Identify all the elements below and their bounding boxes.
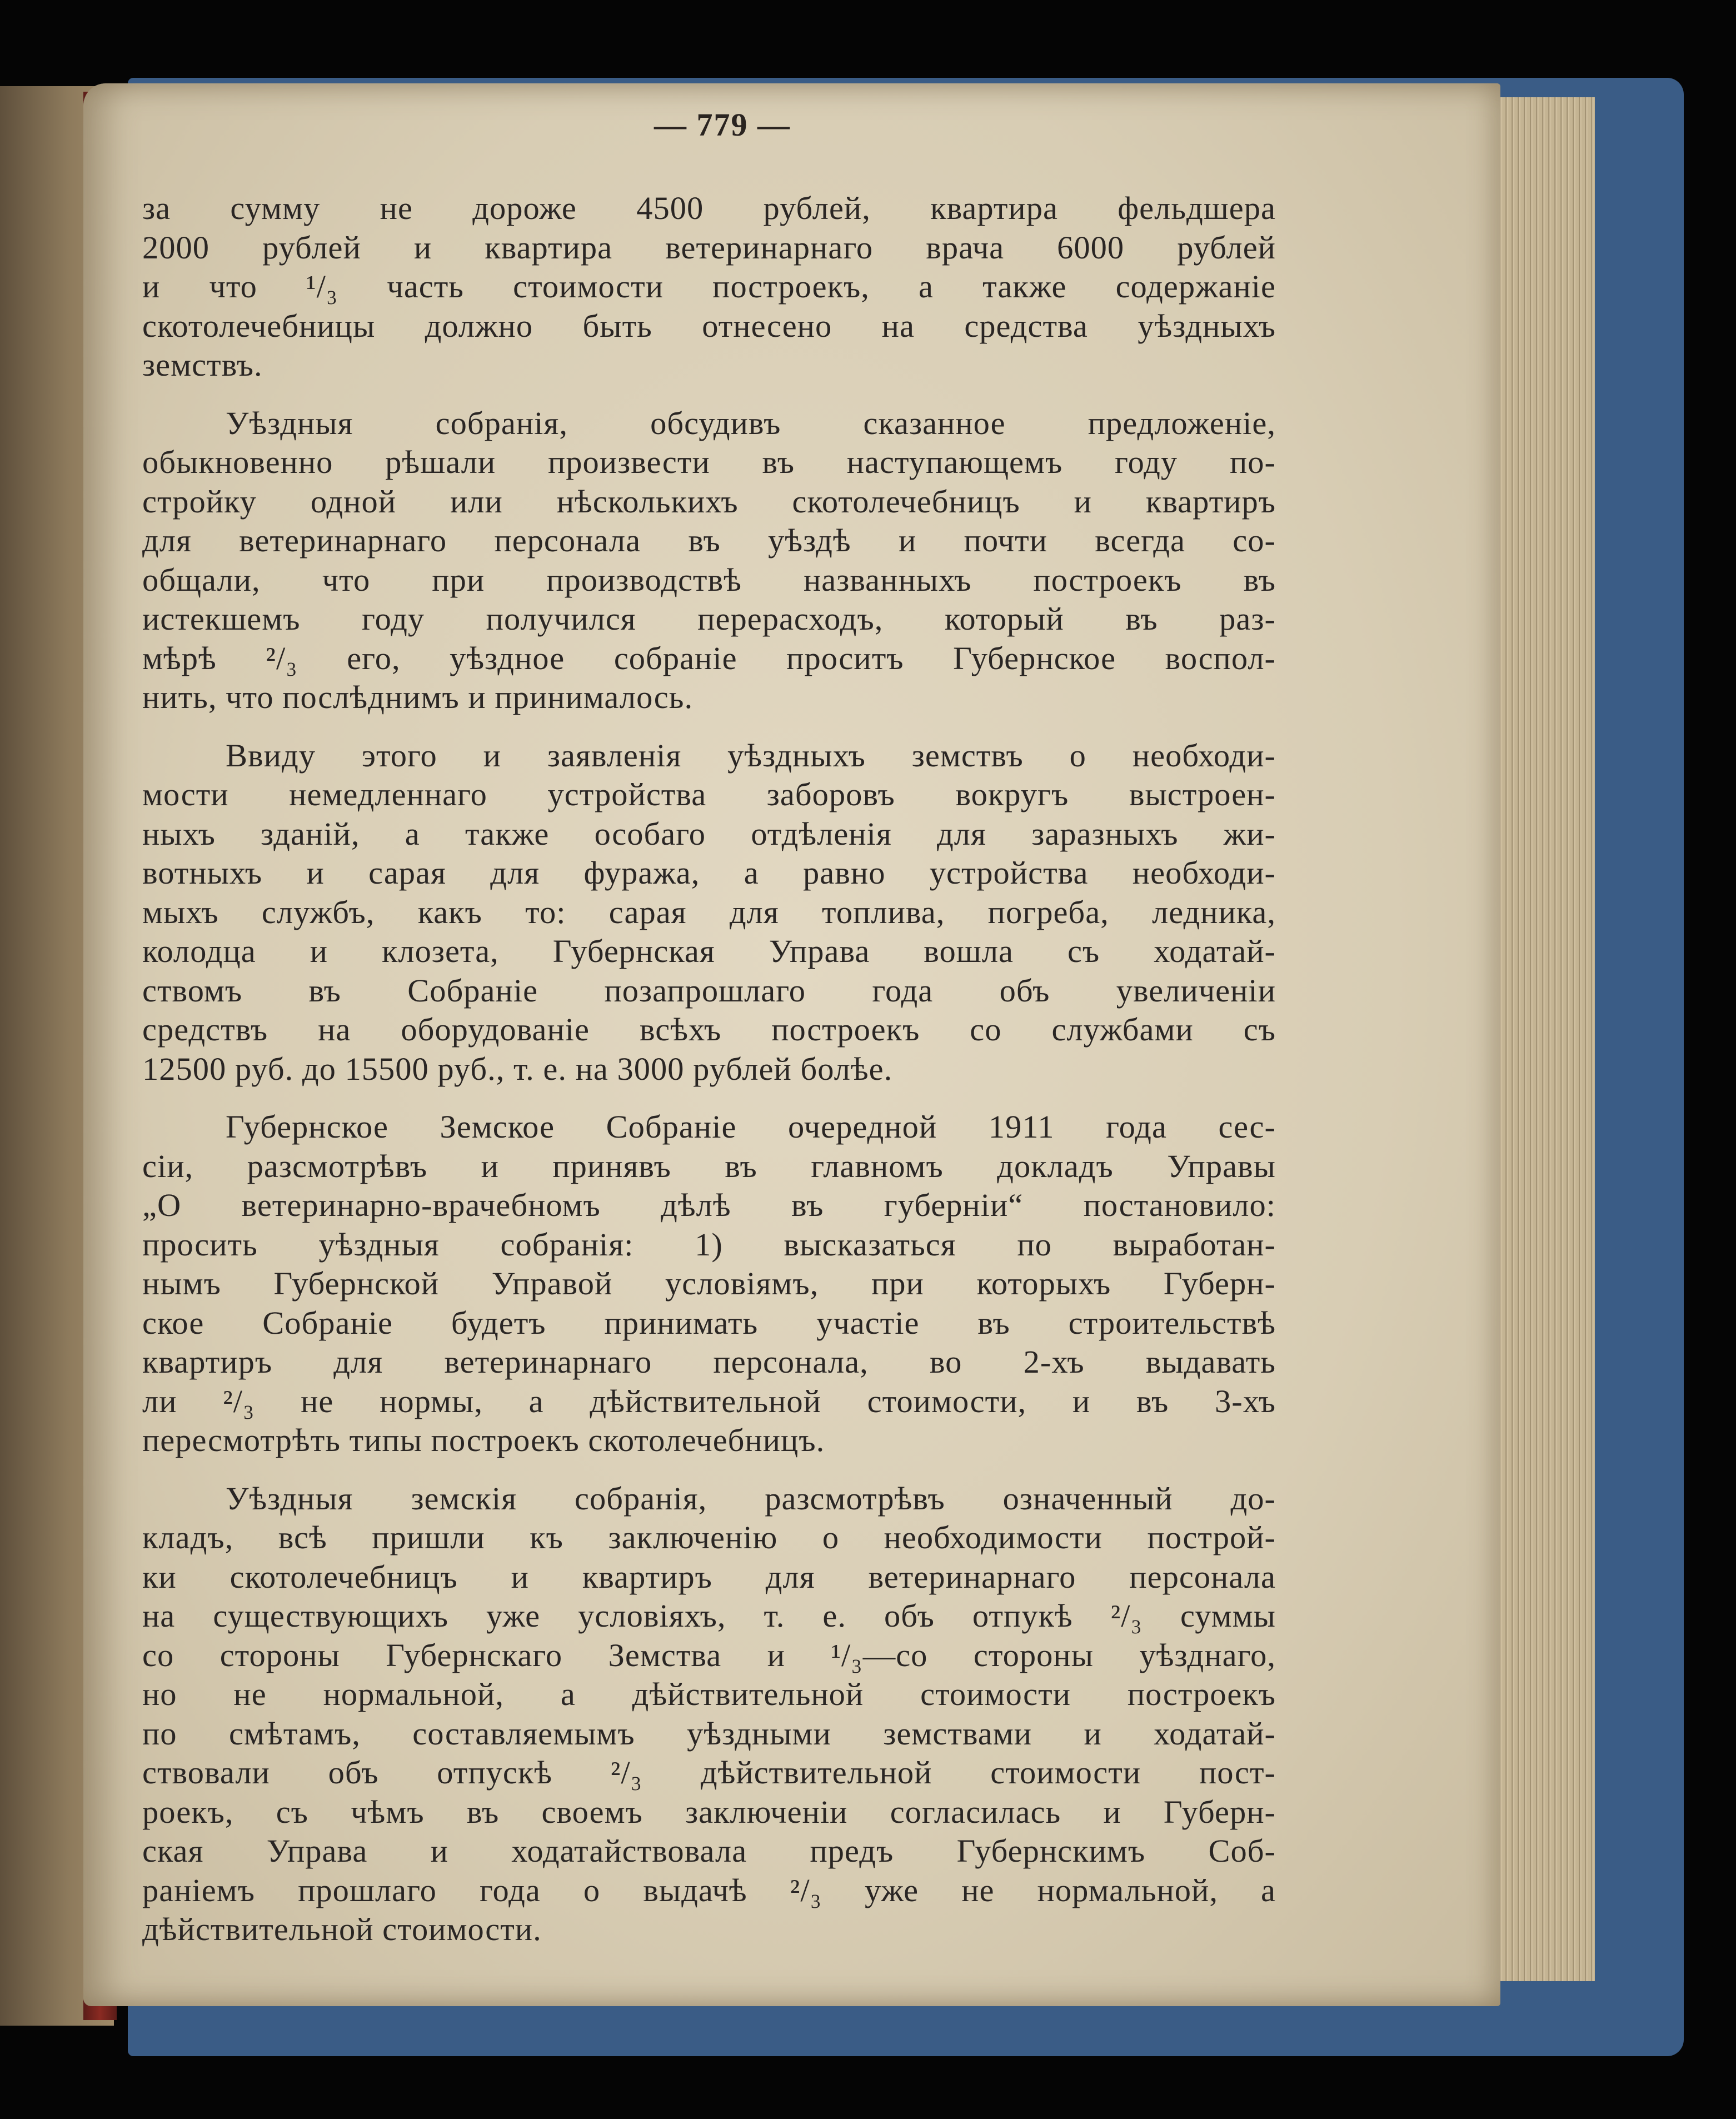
text-line: Губернское Земское Собраніе очередной 1911 года сес-: [226, 1109, 1276, 1145]
text-line: мѣрѣ ²/₃ его, уѣздное собраніе проситъ Губернское воспол-: [142, 640, 1276, 676]
paragraph: [142, 189, 1276, 385]
text-line: ское Собраніе будетъ принимать участіе въ строительствѣ: [142, 1304, 1276, 1341]
text-line: по смѣтамъ, составляемымъ уѣздными земствами и ходатай-: [142, 1715, 1276, 1752]
text-line: нымъ Губернской Управой условіямъ, при которыхъ Губерн-: [142, 1265, 1276, 1302]
text-line: средствъ на оборудованіе всѣхъ построекъ со службами съ: [142, 1011, 1276, 1048]
text-line: Ввиду этого и заявленія уѣздныхъ земствъ о необходи-: [226, 737, 1276, 774]
text-line: ствовали объ отпускѣ ²/₃ дѣйствительной стоимости пост-: [142, 1754, 1276, 1791]
page-number: — 779 —: [654, 107, 791, 143]
text-line: мыхъ службъ, какъ то: сарая для топлива, погреба, ледника,: [142, 894, 1276, 930]
text-line: просить уѣздныя собранія: 1) высказаться по выработан-: [142, 1226, 1276, 1263]
text-line: общали, что при производствѣ названныхъ построекъ въ: [142, 561, 1276, 598]
text-line: стройку одной или нѣсколькихъ скотолечебницъ и квартиръ: [142, 483, 1276, 520]
paragraph: [142, 1108, 1276, 1460]
paragraph: [142, 736, 1276, 1089]
text-line: 12500 руб. до 15500 руб., т. е. на 3000 рублей болѣе.: [142, 1050, 893, 1087]
text-line: квартиръ для ветеринарнаго персонала, во 2-хъ выдавать: [142, 1344, 1276, 1380]
text-line: дѣйствительной стоимости.: [142, 1911, 542, 1947]
text-line: на существующихъ уже условіяхъ, т. е. объ отпукѣ ²/₃ суммы: [142, 1598, 1276, 1634]
text-line: колодца и клозета, Губернская Управа вошла съ ходатай-: [142, 933, 1276, 969]
text-line: ствомъ въ Собраніе позапрошлаго года объ увеличеніи: [142, 972, 1276, 1009]
text-line: вотныхъ и сарая для фуража, а равно устройства необходи-: [142, 855, 1276, 891]
text-line: сіи, разсмотрѣвъ и принявъ въ главномъ докладъ Управы: [142, 1148, 1276, 1184]
body-text: [142, 189, 1276, 1968]
text-line: Уѣздныя собранія, обсудивъ сказанное предложеніе,: [226, 405, 1276, 441]
text-line: ли ²/₃ не нормы, а дѣйствительной стоимости, и въ 3-хъ: [142, 1383, 1276, 1419]
text-line: но не нормальной, а дѣйствительной стоимости построекъ: [142, 1676, 1276, 1712]
text-line: нить, что послѣднимъ и принималось.: [142, 679, 694, 715]
text-line: пересмотрѣть типы построекъ скотолечебницъ.: [142, 1422, 825, 1458]
text-line: Уѣздныя земскія собранія, разсмотрѣвъ означенный до-: [226, 1480, 1276, 1517]
text-line: обыкновенно рѣшали произвести въ наступающемъ году по-: [142, 444, 1276, 480]
text-line: истекшемъ году получился перерасходъ, который въ раз-: [142, 601, 1276, 637]
text-line: за сумму не дороже 4500 рублей, квартира фельдшера: [142, 190, 1276, 226]
text-line: ская Управа и ходатайствовала предъ Губернскимъ Соб-: [142, 1833, 1276, 1869]
text-line: кладъ, всѣ пришли къ заключенію о необходимости построй-: [142, 1519, 1276, 1555]
text-line: ки скотолечебницъ и квартиръ для ветеринарнаго персонала: [142, 1558, 1276, 1595]
text-line: и что ¹/₃ часть стоимости построекъ, а также содержаніе: [142, 268, 1276, 305]
text-line: 2000 рублей и квартира ветеринарнаго врача 6000 рублей: [142, 229, 1276, 266]
text-line: раніемъ прошлаго года о выдачѣ ²/₃ уже не нормальной, а: [142, 1872, 1276, 1908]
text-line: земствъ.: [142, 347, 263, 383]
text-line: со стороны Губернскаго Земства и ¹/₃—со стороны уѣзднаго,: [142, 1637, 1276, 1673]
text-line: „О ветеринарно-врачебномъ дѣлѣ въ губерніи“ постановило:: [142, 1187, 1276, 1223]
text-line: для ветеринарнаго персонала въ уѣздѣ и почти всегда со-: [142, 522, 1276, 559]
text-line: роекъ, съ чѣмъ въ своемъ заключеніи согласилась и Губерн-: [142, 1793, 1276, 1830]
text-line: мости немедленнаго устройства заборовъ вокругъ выстроен-: [142, 776, 1276, 812]
paragraph: [142, 404, 1276, 717]
paragraph: [142, 1479, 1276, 1950]
text-line: скотолечебницы должно быть отнесено на средства уѣздныхъ: [142, 307, 1276, 344]
text-line: ныхъ зданій, а также особаго отдѣленія для заразныхъ жи-: [142, 815, 1276, 852]
